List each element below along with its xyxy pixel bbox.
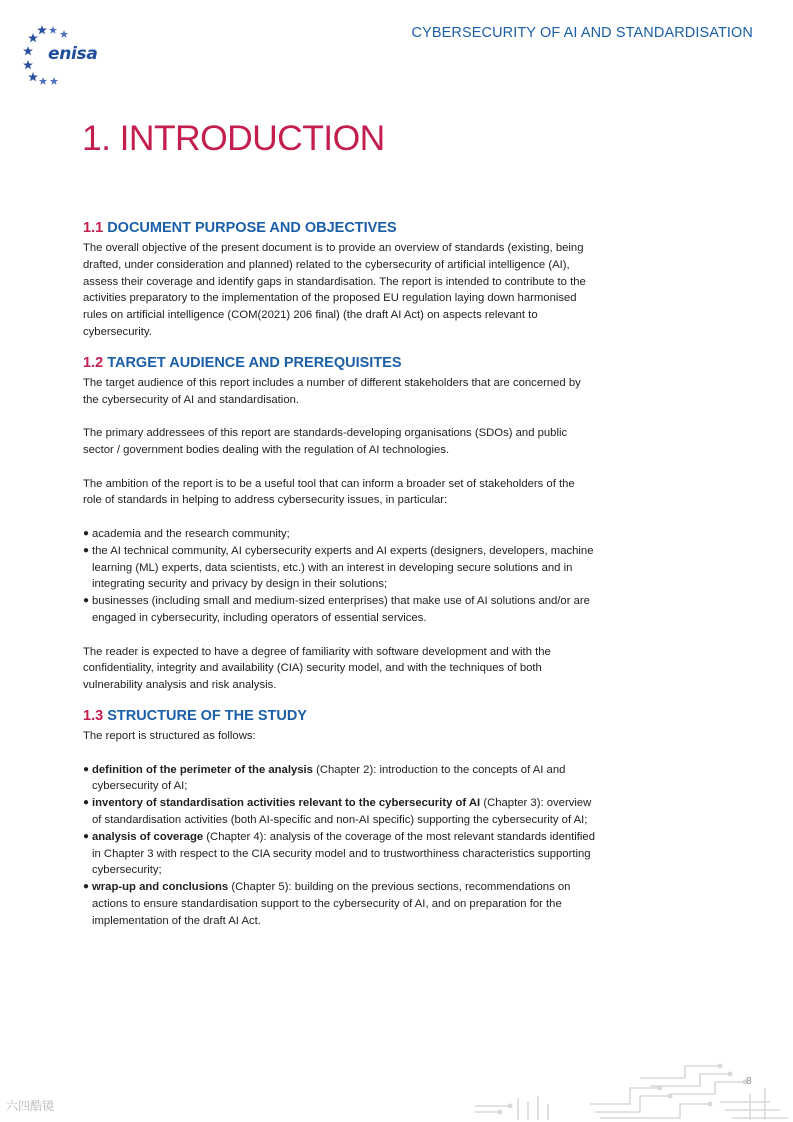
- chapter-title: 1. INTRODUCTION: [82, 118, 385, 158]
- circuit-decoration-icon: [470, 1058, 790, 1122]
- paragraph: The overall objective of the present document is to provide an overview of standards (existing, being drafted, under consideration and planned) related to the cybersecurity of artificial intelligence (AI), assess their coverage and identify gaps in standardisation. The report is intended to contribute to the activities preparatory to the implementation of the proposed EU regulation laying down harmonised rules on artificial intelligence (COM(2021) 206 final) (the draft AI Act) on aspects relevant to cybersecurity.: [83, 242, 586, 338]
- paragraph: The target audience of this report includes a number of different stakeholders that are concerned by the cybersecurity of AI and standardisation.: [83, 376, 581, 406]
- list-item-text: (Chapter 4): analysis of the coverage of the most relevant standards identified in Chapter 3 with respect to the CIA security model and to trustworthiness characteristics supporting cybersecurity;: [92, 830, 595, 877]
- paragraph: The primary addressees of this report are standards-developing organisations (SDOs) and public sector / government bodies dealing with the regulation of AI technologies.: [83, 427, 568, 456]
- page-number: 8: [746, 1076, 752, 1087]
- list-item-bold: definition of the perimeter of the analysis: [92, 763, 313, 776]
- list-item-text: the AI technical community, AI cybersecurity experts and AI experts (designers, developers, machine learning (ML) experts, data scientists, etc.) with an interest in developing secure solutions and in integrating security and privacy by design in their solutions;: [92, 544, 594, 591]
- list-item-text: (Chapter 2): introduction to the concepts of AI and cybersecurity of AI;: [92, 763, 566, 793]
- section-structure: [83, 707, 595, 930]
- section-heading: [83, 354, 595, 372]
- section-purpose: [83, 219, 595, 341]
- section-heading: [83, 707, 595, 725]
- list-item: ● the AI technical community, AI cybersecurity experts and AI experts (designers, developers, machine learning (ML) experts, data scientists, etc.) with an interest in developing secure solutions and in integrating security and privacy by design in their solutions;: [83, 544, 594, 591]
- audience-list: [83, 526, 595, 627]
- section-number: 1.1: [83, 220, 104, 236]
- section-heading: [83, 219, 595, 237]
- paragraph: The reader is expected to have a degree of familiarity with software development and with the confidentiality, integrity and availability (CIA) security model, and with the techniques of both vulnerability analysis and risk analysis.: [83, 645, 551, 692]
- list-item: ● academia and the research community;: [83, 527, 290, 540]
- list-item-text: (Chapter 3): overview of standardisation activities (both AI-specific and non-AI specific) supporting the cybersecurity of AI;: [92, 797, 592, 826]
- enisa-logo-text: enisa: [48, 44, 98, 64]
- list-item-bold: inventory of standardisation activities relevant to the cybersecurity of AI: [92, 797, 481, 810]
- paragraph: The ambition of the report is to be a useful tool that can inform a broader set of stakeholders of the role of standards in helping to address cybersecurity issues, in particular:: [83, 477, 575, 507]
- list-item: ● definition of the perimeter of the analysis (Chapter 2): introduction to the concepts of AI and cybersecurity of AI;: [83, 763, 566, 793]
- section-title: DOCUMENT PURPOSE AND OBJECTIVES: [107, 220, 397, 236]
- structure-list: [83, 762, 595, 930]
- list-item: ● analysis of coverage (Chapter 4): analysis of the coverage of the most relevant standards identified in Chapter 3 with respect to the CIA security model and to trustworthiness characteristics supporting cybersecurity;: [83, 830, 595, 877]
- section-title: TARGET AUDIENCE AND PREREQUISITES: [107, 354, 402, 371]
- watermark: 六四酷镜: [6, 1099, 55, 1113]
- main-content: [83, 219, 595, 929]
- list-item-text: academia and the research community;: [92, 527, 290, 540]
- paragraph: The report is structured as follows:: [83, 729, 256, 742]
- header-title: CYBERSECURITY OF AI AND STANDARDISATION: [411, 25, 753, 41]
- list-item-text: businesses (including small and medium-sized enterprises) that make use of AI solutions and/or are engaged in cybersecurity, including operators of essential services.: [92, 595, 590, 624]
- list-item-bold: wrap-up and conclusions: [92, 881, 229, 894]
- section-number: 1.2: [83, 354, 104, 371]
- section-title: STRUCTURE OF THE STUDY: [107, 707, 307, 724]
- list-item: ● businesses (including small and medium-sized enterprises) that make use of AI solutions and/or are engaged in cybersecurity, including operators of essential services.: [83, 595, 590, 624]
- list-item: ● wrap-up and conclusions (Chapter 5): building on the previous sections, recommendations on actions to ensure standardisation support to the cybersecurity of AI, and on preparation for the implementation of the draft AI Act.: [83, 881, 571, 927]
- list-item-text: (Chapter 5): building on the previous sections, recommendations on actions to ensure standardisation support to the cybersecurity of AI, and on preparation for the implementation of the draft AI Act.: [92, 881, 571, 927]
- list-item-bold: analysis of coverage: [92, 830, 204, 843]
- list-item: ● inventory of standardisation activities relevant to the cybersecurity of AI (Chapter 3): overview of standardisation activities (both AI-specific and non-AI specific) supporting the cybersecurity of AI;: [83, 797, 592, 826]
- section-number: 1.3: [83, 707, 104, 724]
- section-audience: [83, 354, 595, 694]
